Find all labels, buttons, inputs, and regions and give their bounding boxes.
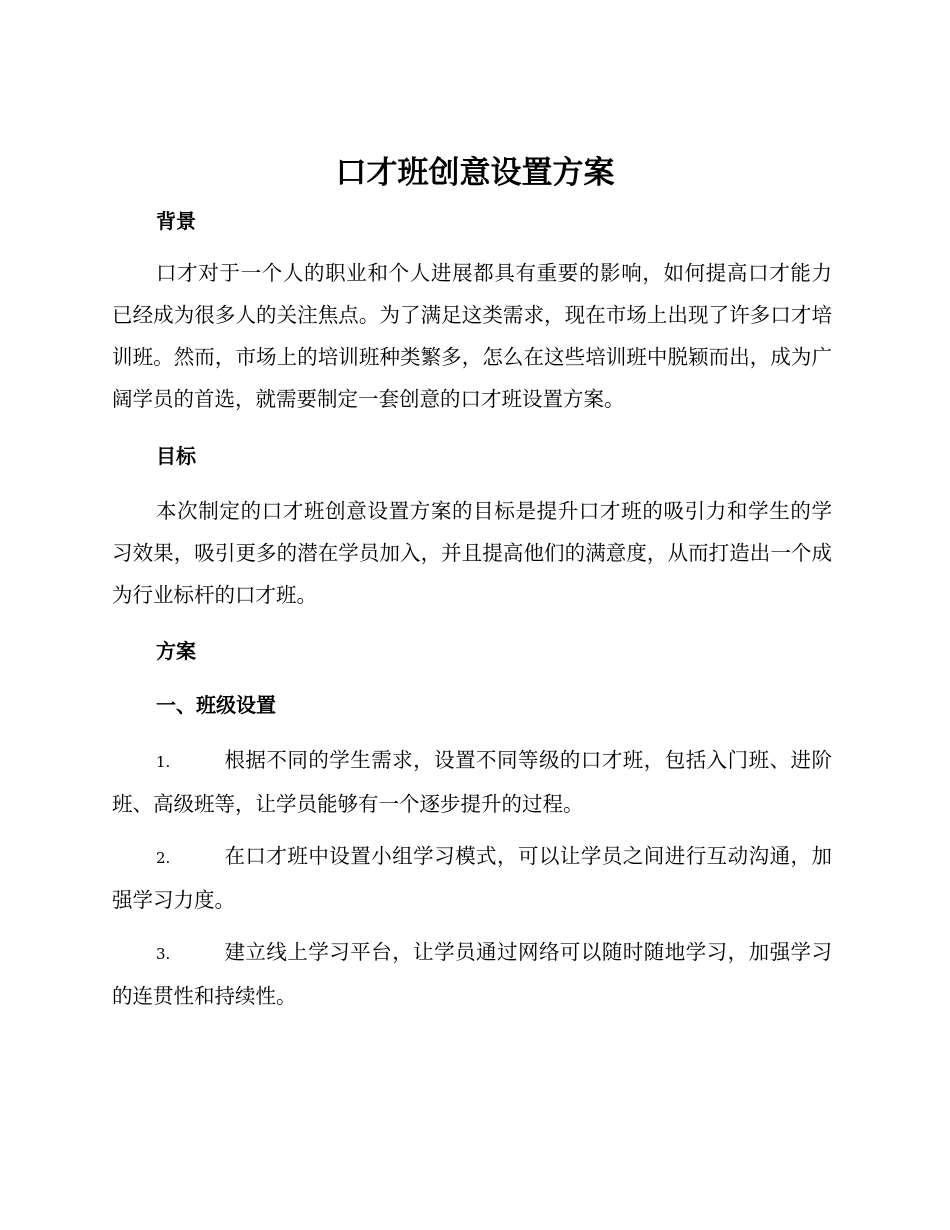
document-title: 口才班创意设置方案 — [335, 155, 615, 191]
list-item-number: 3. — [156, 945, 171, 963]
list-item-text: 在口才班中设置小组学习模式，可以让学员之间进行互动沟通，加强学习力度。 — [112, 844, 832, 912]
paragraph-goal: 本次制定的口才班创意设置方案的目标是提升口才班的吸引力和学生的学习效果，吸引更多的潜在学员加入，并且提高他们的满意度，从而打造出一个成为行业标杆的口才班。 — [112, 499, 832, 607]
list-item-number: 1. — [156, 753, 171, 771]
heading-goal: 目标 — [156, 444, 196, 468]
heading-background: 背景 — [156, 209, 196, 233]
paragraph-background: 口才对于一个人的职业和个人进展都具有重要的影响，如何提高口才能力已经成为很多人的关注焦点。为了满足这类需求，现在市场上出现了许多口才培训班。然而，市场上的培训班种类繁多，怎么在这些培训班中脱颖而出，成为广阔学员的首选，就需要制定一套创意的口才班设置方案。 — [112, 261, 832, 411]
list-item — [112, 931, 832, 1017]
list-item — [112, 739, 832, 825]
list-item — [112, 835, 832, 921]
list-item-text: 建立线上学习平台，让学员通过网络可以随时随地学习，加强学习的连贯性和持续性。 — [112, 940, 832, 1008]
heading-plan: 方案 — [156, 639, 196, 663]
heading-class-settings: 一、班级设置 — [156, 693, 276, 717]
list-item-text: 根据不同的学生需求，设置不同等级的口才班，包括入门班、进阶班、高级班等，让学员能够有一个逐步提升的过程。 — [112, 748, 832, 816]
list-item-number: 2. — [156, 849, 171, 867]
